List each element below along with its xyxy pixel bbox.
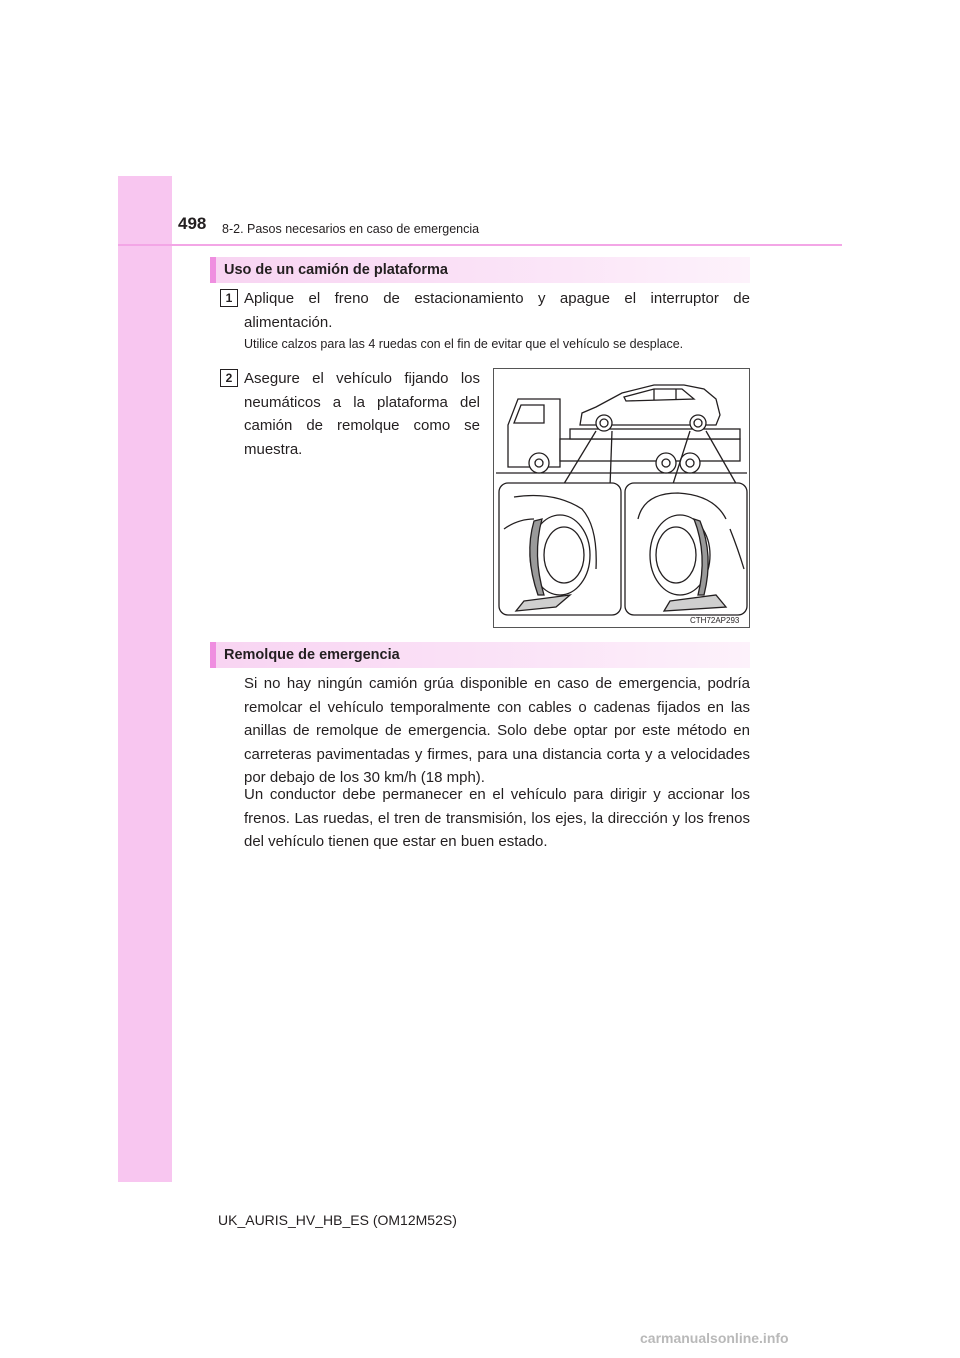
chapter-sidebar-tab — [118, 176, 172, 1182]
header-rule — [118, 244, 842, 246]
step-2-text: Asegure el vehículo fijando los neumáticos a la plataforma del camión de remolque como se muestra. — [244, 370, 480, 458]
car-front-wheel — [596, 415, 612, 431]
truck-rear-wheel-1 — [656, 453, 676, 473]
manual-code: UK_AURIS_HV_HB_ES (OM12M52S) — [218, 1212, 457, 1228]
flatbed-truck-illustration — [493, 368, 750, 628]
section-title: 8-2. Pasos necesarios en caso de emergencia — [222, 222, 480, 236]
flatbed-truck-drawing — [494, 369, 749, 627]
figure-code: CTH72AP293 — [690, 616, 740, 625]
step-1-note: Utilice calzos para las 4 ruedas con el fin de evitar que el vehículo se desplace. — [244, 337, 684, 351]
page-number: 498 — [178, 214, 207, 233]
step-2-badge: 2 — [220, 369, 238, 387]
watermark: carmanualsonline.info — [640, 1330, 789, 1346]
truck-rear-wheel-2 — [680, 453, 700, 473]
truck-flatbed — [570, 429, 740, 439]
emergency-towing-paragraph-2: Un conductor debe permanecer en el vehículo para dirigir y accionar los frenos. Las ruedas, el tren de transmisión, los ejes, la dirección y los frenos del vehículo tienen que estar en buen estado. — [244, 786, 750, 850]
car-rear-wheel — [690, 415, 706, 431]
emergency-towing-paragraph-1: Si no hay ningún camión grúa disponible en caso de emergencia, podría remolcar el vehículo temporalmente con cables o cadenas fijados en las anillas de remolque de emergencia. Solo debe optar por este método en carreteras pavimentadas y firmes, para una distancia corta y a velocidades por debajo de los 30 km/h (18 mph). — [244, 675, 750, 786]
step-1-badge: 1 — [220, 289, 238, 307]
heading-emergency-towing: Remolque de emergencia — [210, 642, 750, 668]
heading-flatbed-truck: Uso de un camión de plataforma — [210, 257, 750, 283]
step-1-text: Aplique el freno de estacionamiento y apague el interruptor de alimentación. — [244, 290, 750, 331]
truck-front-wheel — [529, 453, 549, 473]
